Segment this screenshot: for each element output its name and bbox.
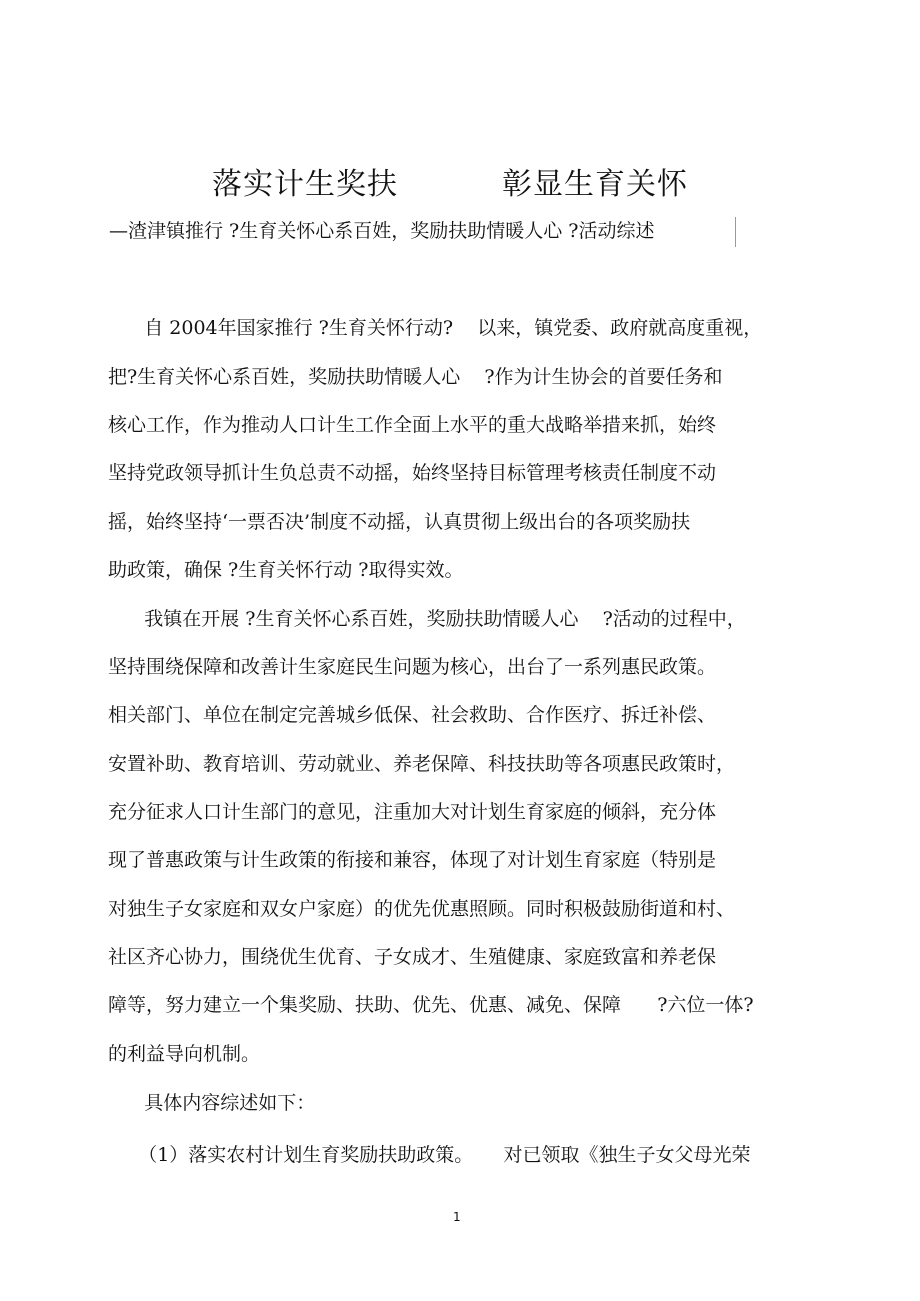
document-title-part-1: 落实计生奖扶 (212, 167, 398, 202)
body-line: 具体内容综述如下： (108, 1092, 316, 1114)
page-number: 1 (453, 1210, 461, 1224)
document-title-part-2: 彰显生育关怀 (502, 167, 688, 202)
body-line: 坚持党政领导抓计生负总责不动摇，始终坚持目标管理考核责任制度不动 (108, 462, 717, 484)
body-line: 摇，始终坚持‘一票否决’制度不动摇，认真贯彻上级出台的各项奖励扶 (108, 511, 691, 533)
body-line: 我镇在开展 ?生育关怀心系百姓，奖励扶助情暖人心 ?活动的过程中， (108, 608, 746, 630)
body-line: 相关部门、单位在制定完善城乡低保、社会救助、合作医疗、拆迁补偿、 (108, 704, 717, 726)
body-line: 把?生育关怀心系百姓，奖励扶助情暖人心 ?作为计生协会的首要任务和 (108, 366, 723, 388)
document-subtitle: —渣津镇推行 ?生育关怀心系百姓，奖励扶助情暖人心 ?活动综述 (109, 220, 655, 242)
body-line: 核心工作，作为推动人口计生工作全面上水平的重大战略举措来抓，始终 (108, 414, 717, 436)
body-line: 充分征求人口计生部门的意见，注重加大对计划生育家庭的倾斜，充分体 (108, 801, 717, 823)
body-line: 障等，努力建立一个集奖励、扶助、优先、优惠、减免、保障 ?六位一体? (108, 994, 754, 1016)
body-line: 现了普惠政策与计生政策的衔接和兼容，体现了对计划生育家庭（特别是 (108, 849, 717, 871)
body-line: 安置补助、教育培训、劳动就业、养老保障、科技扶助等各项惠民政策时， (108, 753, 736, 775)
body-line: 对独生子女家庭和双女户家庭）的优先优惠照顾。同时积极鼓励街道和村、 (108, 898, 736, 920)
body-line: 自 2004年国家推行 ?生育关怀行动? 以来，镇党委、政府就高度重视， (108, 317, 763, 339)
body-line: 助政策，确保 ?生育关怀行动 ?取得实效。 (108, 559, 464, 581)
body-line: 社区齐心协力，围绕优生优育、子女成才、生殖健康、家庭致富和养老保 (108, 946, 717, 968)
body-line: （1）落实农村计划生育奖励扶助政策。 对已领取《独生子女父母光荣 (108, 1144, 751, 1166)
body-line: 的利益导向机制。 (108, 1043, 261, 1065)
text-cursor-bar (735, 217, 736, 247)
body-line: 坚持围绕保障和改善计生家庭民生问题为核心，出台了一系列惠民政策。 (108, 656, 717, 678)
